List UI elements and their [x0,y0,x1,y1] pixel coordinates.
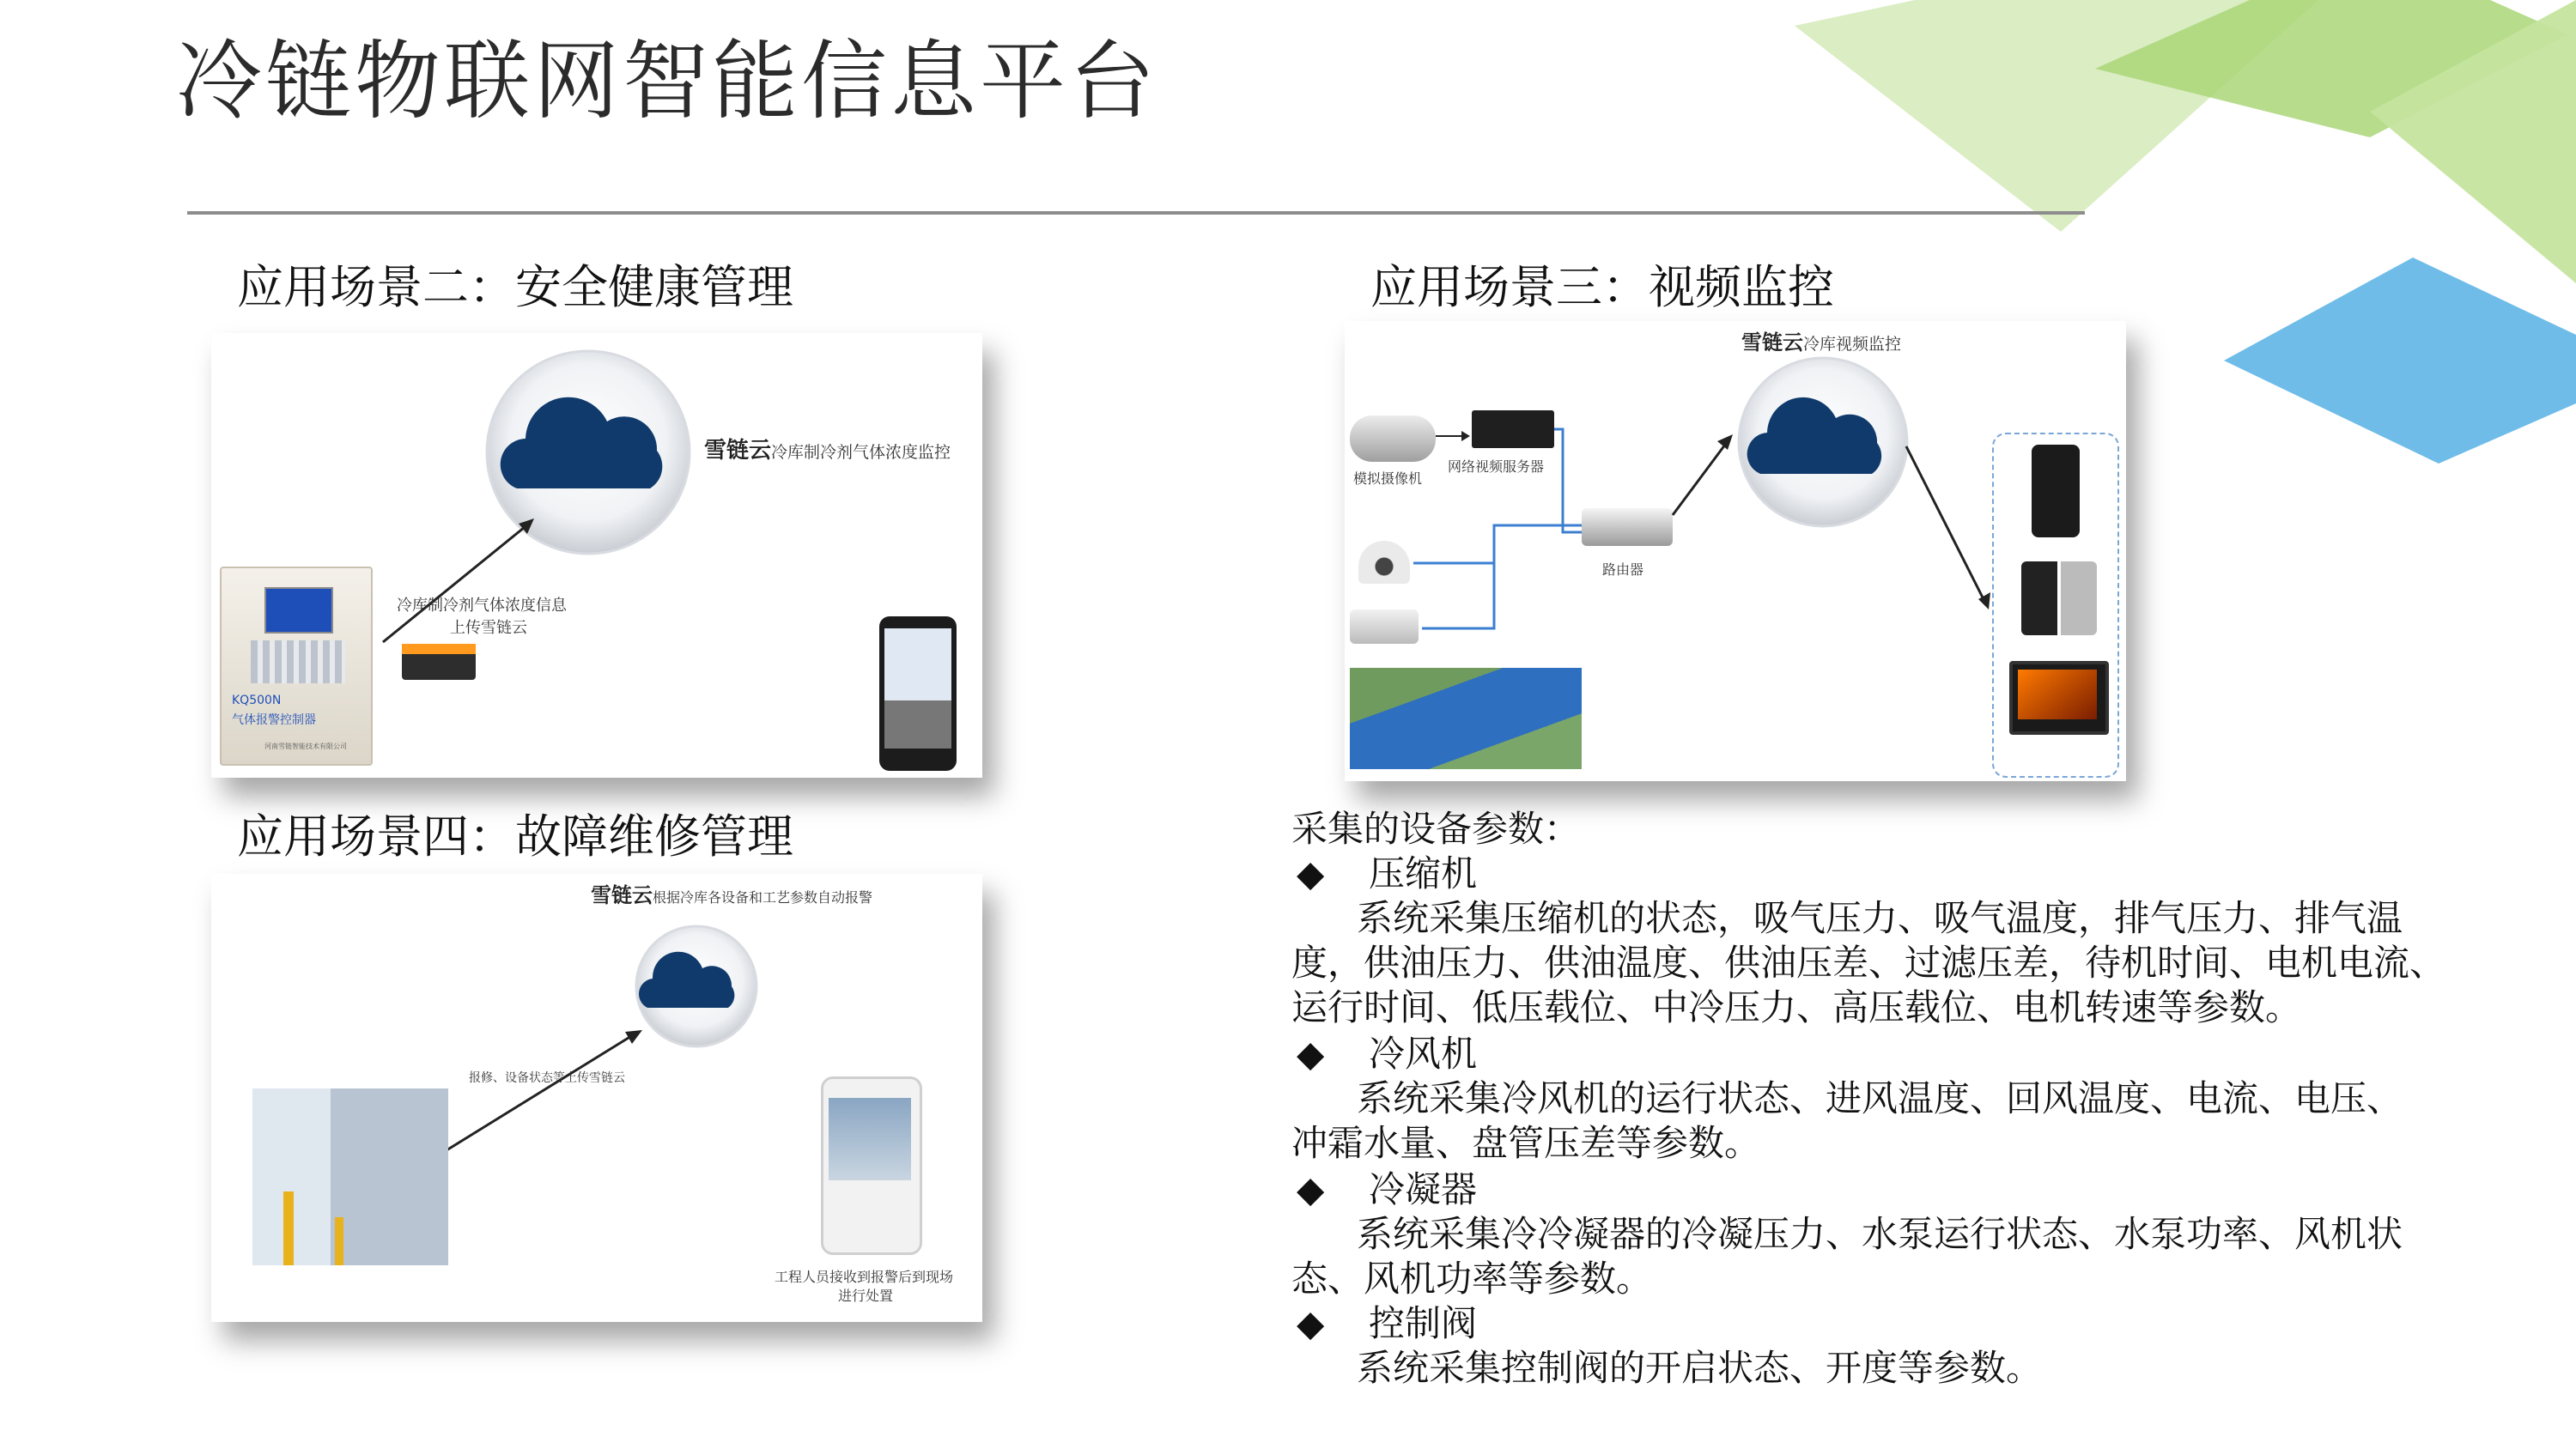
param-desc-line: 冲霜水量、盘管压差等参数。 [1291,1122,1761,1164]
param-item-control-valve: ◆ 控制阀 [1297,1302,1478,1344]
camera-label: 模拟摄像机 [1353,470,1423,487]
param-desc-line: 系统采集冷冷凝器的冷凝压力、水泵运行状态、水泵功率、风机状 [1357,1213,2403,1255]
phone-icon [2032,445,2080,537]
scene4-heading: 应用场景四：故障维修管理 [237,809,793,864]
param-desc-line: 度，供油压力、供油温度、供油压差、过滤压差，待机时间、电机电流、 [1291,942,2446,984]
scene3-heading: 应用场景三：视频监控 [1370,260,1834,314]
title-divider [187,211,2085,215]
router-label: 路由器 [1602,561,1644,578]
scene4-brand: 雪链云根据冷库各设备和工艺参数自动报警 [591,883,873,907]
gas-alarm-controller: KQ500N 气体报警控制器 河南雪链智能技术有限公司 [220,567,373,766]
param-desc-line: 系统采集控制阀的开启状态、开度等参数。 [1357,1347,2043,1389]
scene2-arrow-label-2: 上传雪链云 [450,619,527,637]
param-item-air-cooler: ◆ 冷风机 [1297,1033,1478,1075]
scene4-engineer-label-2: 进行处置 [838,1288,894,1304]
gateway-device [402,644,476,680]
param-item-compressor: ◆ 压缩机 [1297,852,1478,894]
scene4-arrow-label: 报修、设备状态等上传雪链云 [469,1071,625,1085]
param-item-condenser: ◆ 冷凝器 [1297,1168,1478,1210]
params-heading: 采集的设备参数： [1291,808,1581,850]
cold-storage-photo [252,1088,448,1265]
scene2-brand: 雪链云冷库制冷剂气体浓度监控 [704,438,951,464]
desktop-icon [2009,661,2109,735]
page-title: 冷链物联网智能信息平台 [176,31,1158,131]
param-desc-line: 态、风机功率等参数。 [1291,1258,1653,1300]
tablet-icon [2021,561,2097,635]
client-devices-group [1992,433,2119,778]
scene2-heading: 应用场景二：安全健康管理 [237,260,793,314]
param-desc-line: 系统采集冷风机的运行状态、进风温度、回风温度、电流、电压、 [1357,1077,2403,1119]
param-desc-line: 运行时间、低压载位、中冷压力、高压载位、电机转速等参数。 [1291,986,2302,1028]
smartphone [821,1076,922,1255]
report-arrow [443,1025,649,1154]
nvr-label: 网络视频服务器 [1448,458,1545,475]
param-desc-line: 系统采集压缩机的状态，吸气压力、吸气温度，排气压力、排气温 [1357,897,2403,939]
scene2-arrow-label-1: 冷库制冷剂气体浓度信息 [397,597,567,615]
scene4-diagram [211,874,982,1322]
cloud-icon [632,922,761,1051]
scene3-diagram [1345,321,2126,781]
scene4-engineer-label-1: 工程人员接收到报警后到现场 [775,1269,954,1285]
smartphone [879,616,957,771]
scene3-brand: 雪链云冷库视频监控 [1741,330,1902,355]
scene2-diagram [211,333,982,778]
